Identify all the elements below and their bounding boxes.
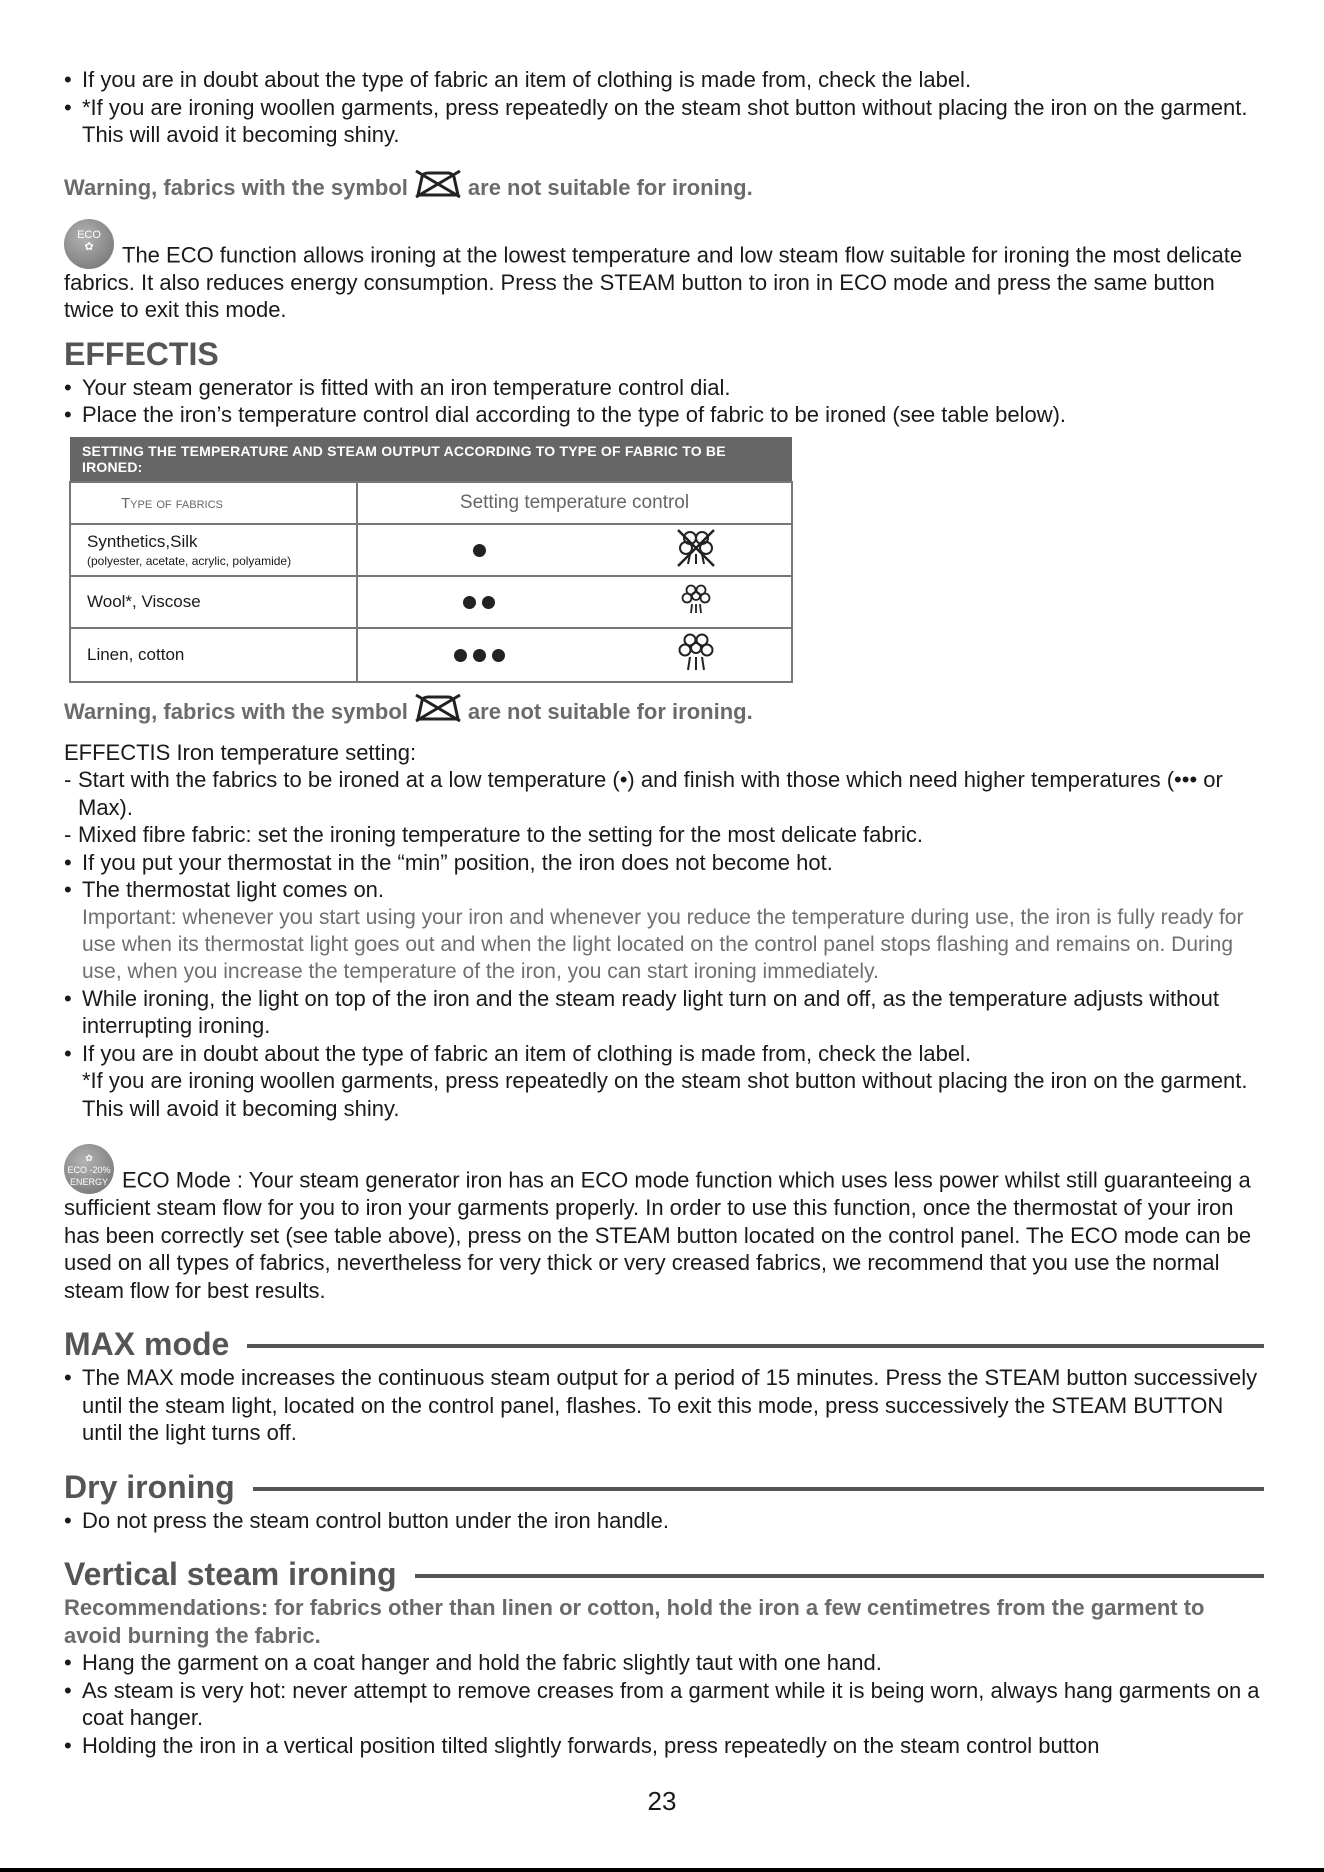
temperature-dots-cell [357, 628, 600, 682]
list-item: • Place the iron’s temperature control dial according to the type of fabric to be ironed (see table below). [64, 401, 1264, 429]
page-number: 23 [647, 1786, 677, 1816]
section-title: Dry ironing [64, 1468, 235, 1505]
section-rule [253, 1487, 1264, 1491]
list-item: • Holding the iron in a vertical position tilted slightly forwards, press repeatedly on the steam control button [64, 1732, 1264, 1760]
warning-text-after: are not suitable for ironing. [467, 174, 753, 200]
list-item: • Do not press the steam control button under the iron handle. [64, 1507, 1264, 1535]
manual-page [64, 66, 1264, 1759]
do-not-iron-icon [414, 169, 462, 207]
section-title: MAX mode [64, 1326, 230, 1362]
fabric-name-cell: Wool*, Viscose [70, 576, 357, 628]
table-row [70, 524, 792, 576]
temperature-setting-dash: - Start with the fabrics to be ironed at a low temperature (•) and finish with those which need higher temperatures (••• or Max). [64, 766, 1264, 821]
list-item: • Your steam generator is fitted with an iron temperature control dial. [64, 374, 1264, 402]
list-item: • While ironing, the light on top of the iron and the steam ready light turn on and off, as the temperature adjusts without interrupting ironing. [64, 985, 1264, 1040]
temperature-setting-title: EFFECTIS Iron temperature setting: [64, 739, 417, 765]
list-item: • As steam is very hot: never attempt to remove creases from a garment while it is being worn, always hang garments on a coat hanger. [64, 1677, 1264, 1732]
warning-text-after: are not suitable for ironing. [467, 698, 753, 724]
list-item: • If you put your thermostat in the “min” position, the iron does not become hot. [64, 849, 1264, 877]
eco-function-paragraph [64, 219, 1264, 324]
list-item: • If you are in doubt about the type of fabric an item of clothing is made from, check the label. [64, 1040, 1264, 1068]
woollen-note: *If you are ironing woollen garments, press repeatedly on the steam shot button without placing the iron on the garment. This will avoid it becoming shiny. [82, 1068, 1248, 1121]
section-heading-max-mode [64, 1324, 1264, 1364]
section-heading-dry-ironing [64, 1467, 1264, 1507]
no-steam-icon [600, 524, 792, 576]
bottom-border [0, 1868, 1324, 1872]
dry-ironing-bullets [64, 1507, 1264, 1535]
list-item: • *If you are ironing woollen garments, press repeatedly on the steam shot button without placing the iron on the garment. This will avoid it becoming shiny. [64, 94, 1264, 149]
warning-line [64, 169, 1264, 207]
section-title: Vertical steam ironing [64, 1556, 397, 1592]
table-row [70, 628, 792, 682]
warning-text-before: Warning, fabrics with the symbol [64, 174, 408, 200]
eco-energy-icon: ✿ ECO -20% ENERGY [64, 1144, 114, 1194]
list-item: • The MAX mode increases the continuous steam output for a period of 15 minutes. Press the STEAM button successively until the steam light, located on the control panel, flashes. To exit this mode, press successively the STEAM BUTTON until the light turns off. [64, 1364, 1264, 1447]
eco-mode-text: ECO Mode : Your steam generator iron has an ECO mode function which uses less power whilst still guaranteeing a sufficient steam flow for you to iron your garments properly. In order to use this function, once the thermostat of your iron has been correctly set (see table above), press on the STEAM button located on the control panel. The ECO mode can be used on all types of fabrics, nevertheless for very thick or very creased fabrics, we recommend that you use the normal steam flow for best results. [64, 1167, 1252, 1303]
steam-high-icon [600, 628, 792, 682]
temperature-setting-dash: - Mixed fibre fabric: set the ironing temperature to the setting for the most delicate fabric. [64, 821, 1264, 849]
important-note: Important: whenever you start using your iron and whenever you reduce the temperature during use, the iron is fully ready for use when its thermostat light goes out and when the light located on the control panel stops flashing and remains on. During use, when you increase the temperature of the iron, you can start ironing immediately. [82, 905, 1244, 983]
list-item: • The thermostat light comes on. [64, 876, 1264, 904]
temperature-dots-cell [357, 576, 600, 628]
warning-line [64, 693, 1264, 731]
list-item: • If you are in doubt about the type of fabric an item of clothing is made from, check the label. [64, 66, 1264, 94]
max-mode-bullets [64, 1364, 1264, 1447]
eco-energy-sublabel: ENERGY [69, 1177, 108, 1187]
section-rule [415, 1574, 1264, 1578]
eco-icon: ECO ✿ [64, 219, 114, 269]
table-header: SETTING THE TEMPERATURE AND STEAM OUTPUT ACCORDING TO TYPE OF FABRIC TO BE IRONED: [70, 437, 792, 482]
effectis-bullets [64, 374, 1264, 429]
do-not-iron-icon [414, 693, 462, 731]
eco-function-text: The ECO function allows ironing at the lowest temperature and low steam flow suitable for ironing the most delicate fabrics. It also reduces energy consumption. Press the STEAM button to iron in ECO mode and press the same button twice to exit this mode. [64, 242, 1243, 322]
section-rule [247, 1344, 1264, 1348]
temperature-dots-cell [357, 524, 600, 576]
fabric-name-cell: Synthetics,Silk (polyester, acetate, acrylic, polyamide) [70, 524, 357, 576]
fabric-name-cell: Linen, cotton [70, 628, 357, 682]
steam-low-icon [600, 576, 792, 628]
column-header-fabric: Type of fabrics [70, 482, 357, 524]
list-item: • Hang the garment on a coat hanger and hold the fabric slightly taut with one hand. [64, 1649, 1264, 1677]
warning-text-before: Warning, fabrics with the symbol [64, 698, 408, 724]
column-header-setting: Setting temperature control [357, 482, 792, 524]
temperature-setting-bullets [64, 849, 1264, 904]
table-row [70, 576, 792, 628]
eco-badge-label: ECO [77, 228, 101, 241]
eco-mode-paragraph [64, 1144, 1264, 1304]
fabric-temperature-table [69, 437, 793, 683]
section-title-effectis: EFFECTIS [64, 335, 219, 372]
intro-bullets [64, 66, 1264, 149]
section-heading-vertical-steam [64, 1554, 1264, 1594]
vertical-steam-bullets [64, 1649, 1264, 1759]
eco-energy-label: ECO -20% [67, 1165, 111, 1175]
temperature-setting-bullets [64, 985, 1264, 1068]
recommendations: Recommendations: for fabrics other than linen or cotton, hold the iron a few centimetres from the garment to avoid burning the fabric. [64, 1595, 1205, 1648]
